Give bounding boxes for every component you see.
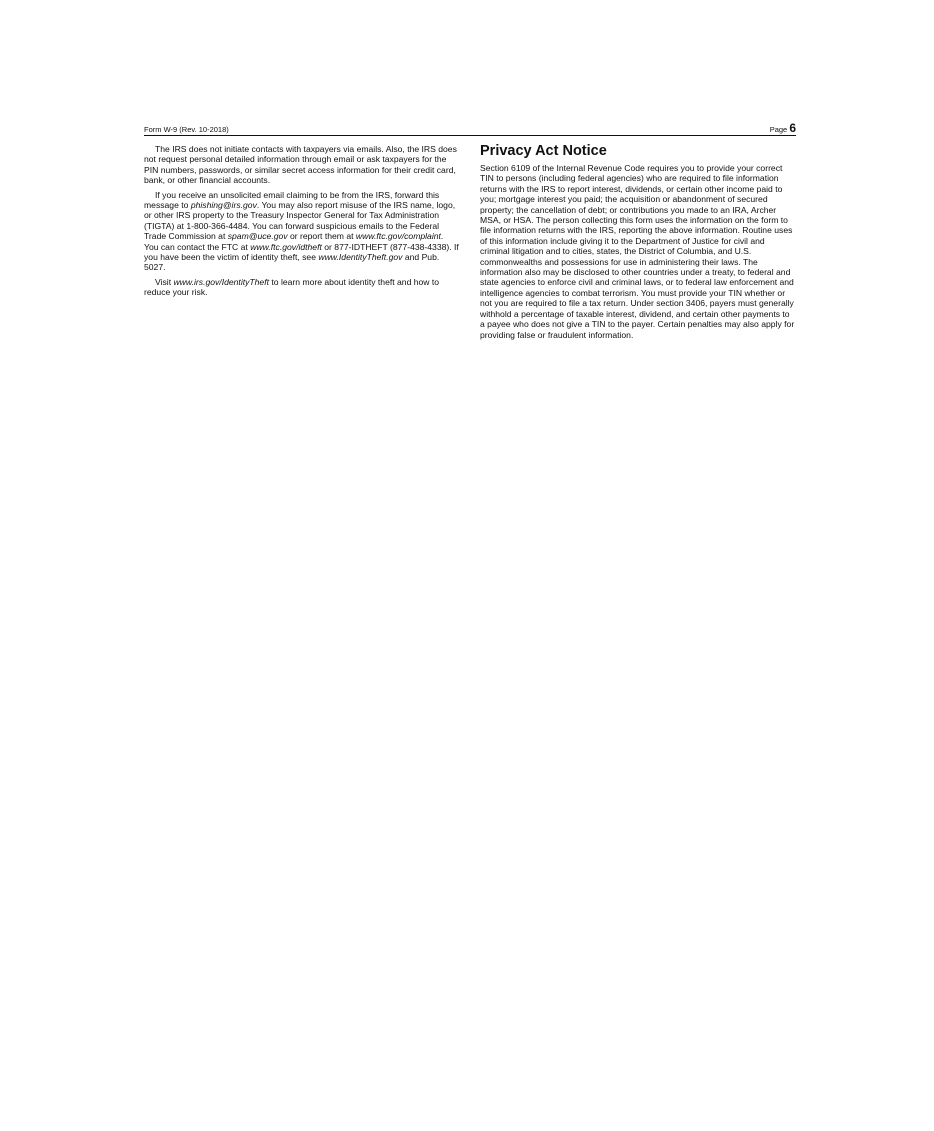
spam-email-link[interactable]: spam@uce.gov xyxy=(227,231,288,242)
document-page xyxy=(144,120,796,340)
page-number: 6 xyxy=(789,121,796,135)
phishing-text-1: If you receive an unsolicited email claiming to be from the IRS, forward this message to xyxy=(144,189,440,211)
irs-identitytheft-link[interactable]: www.irs.gov/IdentityTheft xyxy=(173,276,269,287)
form-label: Form W-9 (Rev. 10-2018) xyxy=(144,125,229,134)
phishing-text-2: . You may also report misuse of the IRS name, logo, or other IRS property to the Treasury Inspector General for Tax Administration (TIGTA) at 1-800-366-4484. You can forward suspicious emails to the Federal Trade Commission at xyxy=(144,200,456,242)
phishing-email-link[interactable]: phishing@irs.gov xyxy=(190,200,257,211)
irs-contact-paragraph: The IRS does not initiate contacts with taxpayers via emails. Also, the IRS does not request personal detailed information through email or ask taxpayers for the PIN numbers, passwords, or similar secret access information for their credit card, bank, or other financial accounts. xyxy=(144,144,457,186)
ftc-complaint-link[interactable]: www.ftc.gov/complaint xyxy=(355,231,441,242)
phishing-text-5: or 877-IDTHEFT (877-438-4338). If you have been the victim of identity theft, see xyxy=(144,241,459,263)
page-label: Page xyxy=(769,125,788,134)
two-column-body xyxy=(144,144,796,340)
left-column xyxy=(144,144,460,340)
page-indicator xyxy=(770,122,796,134)
visit-text-2: to learn more about identity theft and how to reduce your risk. xyxy=(144,276,440,298)
identitytheft-gov-link[interactable]: www.IdentityTheft.gov xyxy=(318,252,403,263)
phishing-report-paragraph xyxy=(144,190,460,273)
privacy-act-body: Section 6109 of the Internal Revenue Code requires you to provide your correct TIN to persons (including federal agencies) who are required to file information returns with the IRS to report interest, dividends, or certain other income paid to you; mortgage interest you paid; the acquisition or abandonment of secured property; the cancellation of debt; or contributions you made to an IRA, Archer MSA, or HSA. The person collecting this form uses the information on the form to file information returns with the IRS, reporting the above information. Routine uses of this information include giving it to the Department of Justice for civil and criminal litigation and to cities, states, the District of Columbia, and U.S. commonwealths and possessions for use in administering their laws. The information also may be disclosed to other countries under a treaty, to federal and state agencies to enforce civil and criminal laws, or to federal law enforcement and intelligence agencies to combat terrorism. You must provide your TIN whether or not you are required to file a tax return. Under section 3406, payers must generally withhold a percentage of taxable interest, dividend, and certain other payments to a payee who does not give a TIN to the payer. Certain penalties may also apply for providing false or fraudulent information. xyxy=(480,163,795,340)
phishing-text-4: . You can contact the FTC at xyxy=(144,231,444,252)
right-column xyxy=(480,144,796,340)
privacy-act-heading: Privacy Act Notice xyxy=(480,143,607,159)
ftc-idtheft-link[interactable]: www.ftc.gov/idtheft xyxy=(250,241,322,252)
page-header xyxy=(144,120,796,136)
phishing-text-6: and Pub. 5027. xyxy=(144,252,440,273)
visit-irs-paragraph xyxy=(144,277,460,298)
phishing-text-3: or report them at xyxy=(287,231,356,242)
visit-text-1: Visit xyxy=(155,276,174,287)
